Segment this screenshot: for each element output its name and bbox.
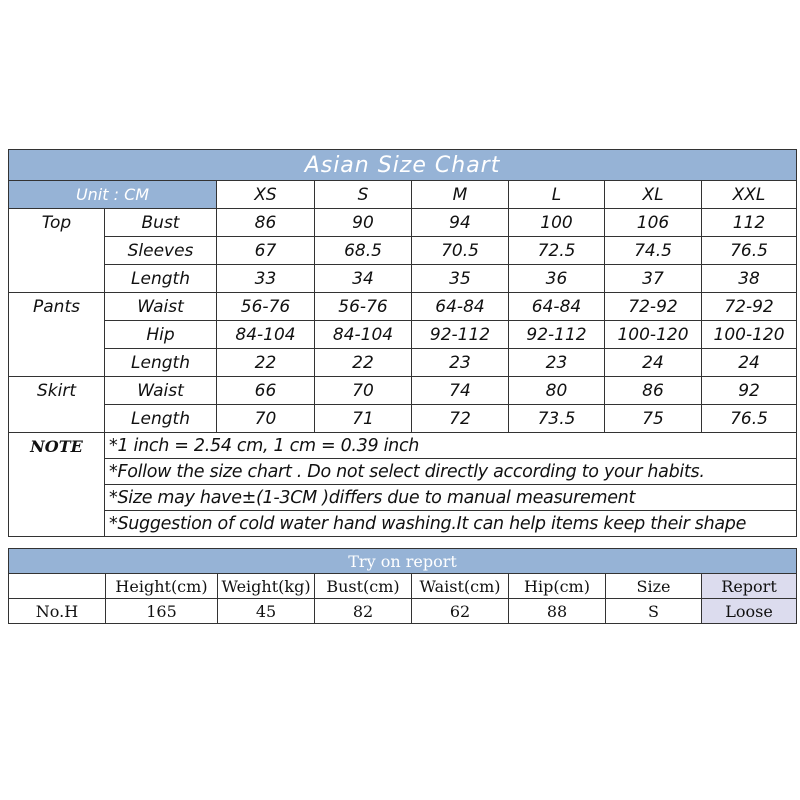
size-header: S (315, 181, 412, 209)
table-row (9, 209, 797, 237)
size-value: 33 (217, 265, 315, 293)
size-value: 72.5 (509, 237, 605, 265)
size-value: 75 (605, 405, 702, 433)
size-value: 67 (217, 237, 315, 265)
size-header: L (509, 181, 605, 209)
size-value: 35 (412, 265, 509, 293)
size-value: 92-112 (509, 321, 605, 349)
size-header: XL (605, 181, 702, 209)
size-value: 92-112 (412, 321, 509, 349)
measure-label: Length (105, 405, 217, 433)
table-row (9, 599, 797, 624)
report-header: Height(cm) (106, 574, 218, 599)
size-value: 90 (315, 209, 412, 237)
note-text: *Follow the size chart . Do not select directly according to your habits. (105, 459, 797, 485)
size-value: 106 (605, 209, 702, 237)
size-value: 68.5 (315, 237, 412, 265)
size-value: 74.5 (605, 237, 702, 265)
size-value: 23 (509, 349, 605, 377)
size-value: 76.5 (702, 405, 797, 433)
try-on-report-table (8, 548, 797, 624)
report-cell: 45 (218, 599, 315, 624)
size-value: 22 (315, 349, 412, 377)
size-value: 112 (702, 209, 797, 237)
note-row (9, 433, 797, 459)
note-text: *1 inch = 2.54 cm, 1 cm = 0.39 inch (105, 433, 797, 459)
size-value: 100-120 (605, 321, 702, 349)
measure-label: Waist (105, 377, 217, 405)
size-value: 86 (605, 377, 702, 405)
size-value: 36 (509, 265, 605, 293)
size-value: 37 (605, 265, 702, 293)
size-value: 92 (702, 377, 797, 405)
size-value: 84-104 (217, 321, 315, 349)
size-value: 34 (315, 265, 412, 293)
size-header: XS (217, 181, 315, 209)
size-chart (8, 149, 796, 537)
size-value: 66 (217, 377, 315, 405)
size-value: 100 (509, 209, 605, 237)
report-cell: No.H (9, 599, 106, 624)
table-row (9, 349, 797, 377)
report-header-highlight: Report (702, 574, 797, 599)
unit-label: Unit : CM (9, 181, 217, 209)
report-header: Weight(kg) (218, 574, 315, 599)
group-label-skirt: Skirt (9, 377, 105, 433)
report-header (9, 574, 106, 599)
note-row (9, 485, 797, 511)
report-cell: 82 (315, 599, 412, 624)
note-text: *Suggestion of cold water hand washing.It can help items keep their shape (105, 511, 797, 537)
size-chart-title: Asian Size Chart (9, 150, 797, 181)
size-value: 76.5 (702, 237, 797, 265)
size-chart-table (8, 149, 797, 537)
note-row (9, 511, 797, 537)
measure-label: Length (105, 265, 217, 293)
table-row (9, 321, 797, 349)
size-value: 73.5 (509, 405, 605, 433)
size-value: 64-84 (509, 293, 605, 321)
size-value: 94 (412, 209, 509, 237)
size-value: 70.5 (412, 237, 509, 265)
measure-label: Bust (105, 209, 217, 237)
table-row (9, 265, 797, 293)
size-value: 100-120 (702, 321, 797, 349)
size-value: 86 (217, 209, 315, 237)
size-value: 72 (412, 405, 509, 433)
size-value: 24 (702, 349, 797, 377)
size-value: 24 (605, 349, 702, 377)
size-value: 70 (217, 405, 315, 433)
size-header: XXL (702, 181, 797, 209)
size-value: 80 (509, 377, 605, 405)
size-value: 56-76 (217, 293, 315, 321)
size-value: 72-92 (605, 293, 702, 321)
measure-label: Length (105, 349, 217, 377)
note-row (9, 459, 797, 485)
report-header: Hip(cm) (509, 574, 606, 599)
note-text: *Size may have±(1-3CM )differs due to manual measurement (105, 485, 797, 511)
size-value: 84-104 (315, 321, 412, 349)
try-on-report (8, 548, 796, 624)
note-label: NOTE (9, 433, 105, 537)
measure-label: Hip (105, 321, 217, 349)
size-value: 23 (412, 349, 509, 377)
measure-label: Sleeves (105, 237, 217, 265)
size-value: 71 (315, 405, 412, 433)
measure-label: Waist (105, 293, 217, 321)
size-value: 72-92 (702, 293, 797, 321)
report-cell: 62 (412, 599, 509, 624)
size-value: 64-84 (412, 293, 509, 321)
table-row (9, 293, 797, 321)
size-value: 74 (412, 377, 509, 405)
table-row (9, 377, 797, 405)
size-value: 22 (217, 349, 315, 377)
report-cell-highlight: Loose (702, 599, 797, 624)
size-value: 38 (702, 265, 797, 293)
size-value: 56-76 (315, 293, 412, 321)
size-value: 70 (315, 377, 412, 405)
report-header-row (9, 574, 797, 599)
group-label-pants: Pants (9, 293, 105, 377)
report-cell: 88 (509, 599, 606, 624)
table-row (9, 405, 797, 433)
report-header: Bust(cm) (315, 574, 412, 599)
size-header: M (412, 181, 509, 209)
report-header: Waist(cm) (412, 574, 509, 599)
report-cell: 165 (106, 599, 218, 624)
report-header: Size (606, 574, 702, 599)
group-label-top: Top (9, 209, 105, 293)
try-on-report-title: Try on report (9, 549, 797, 574)
table-row (9, 237, 797, 265)
report-cell: S (606, 599, 702, 624)
